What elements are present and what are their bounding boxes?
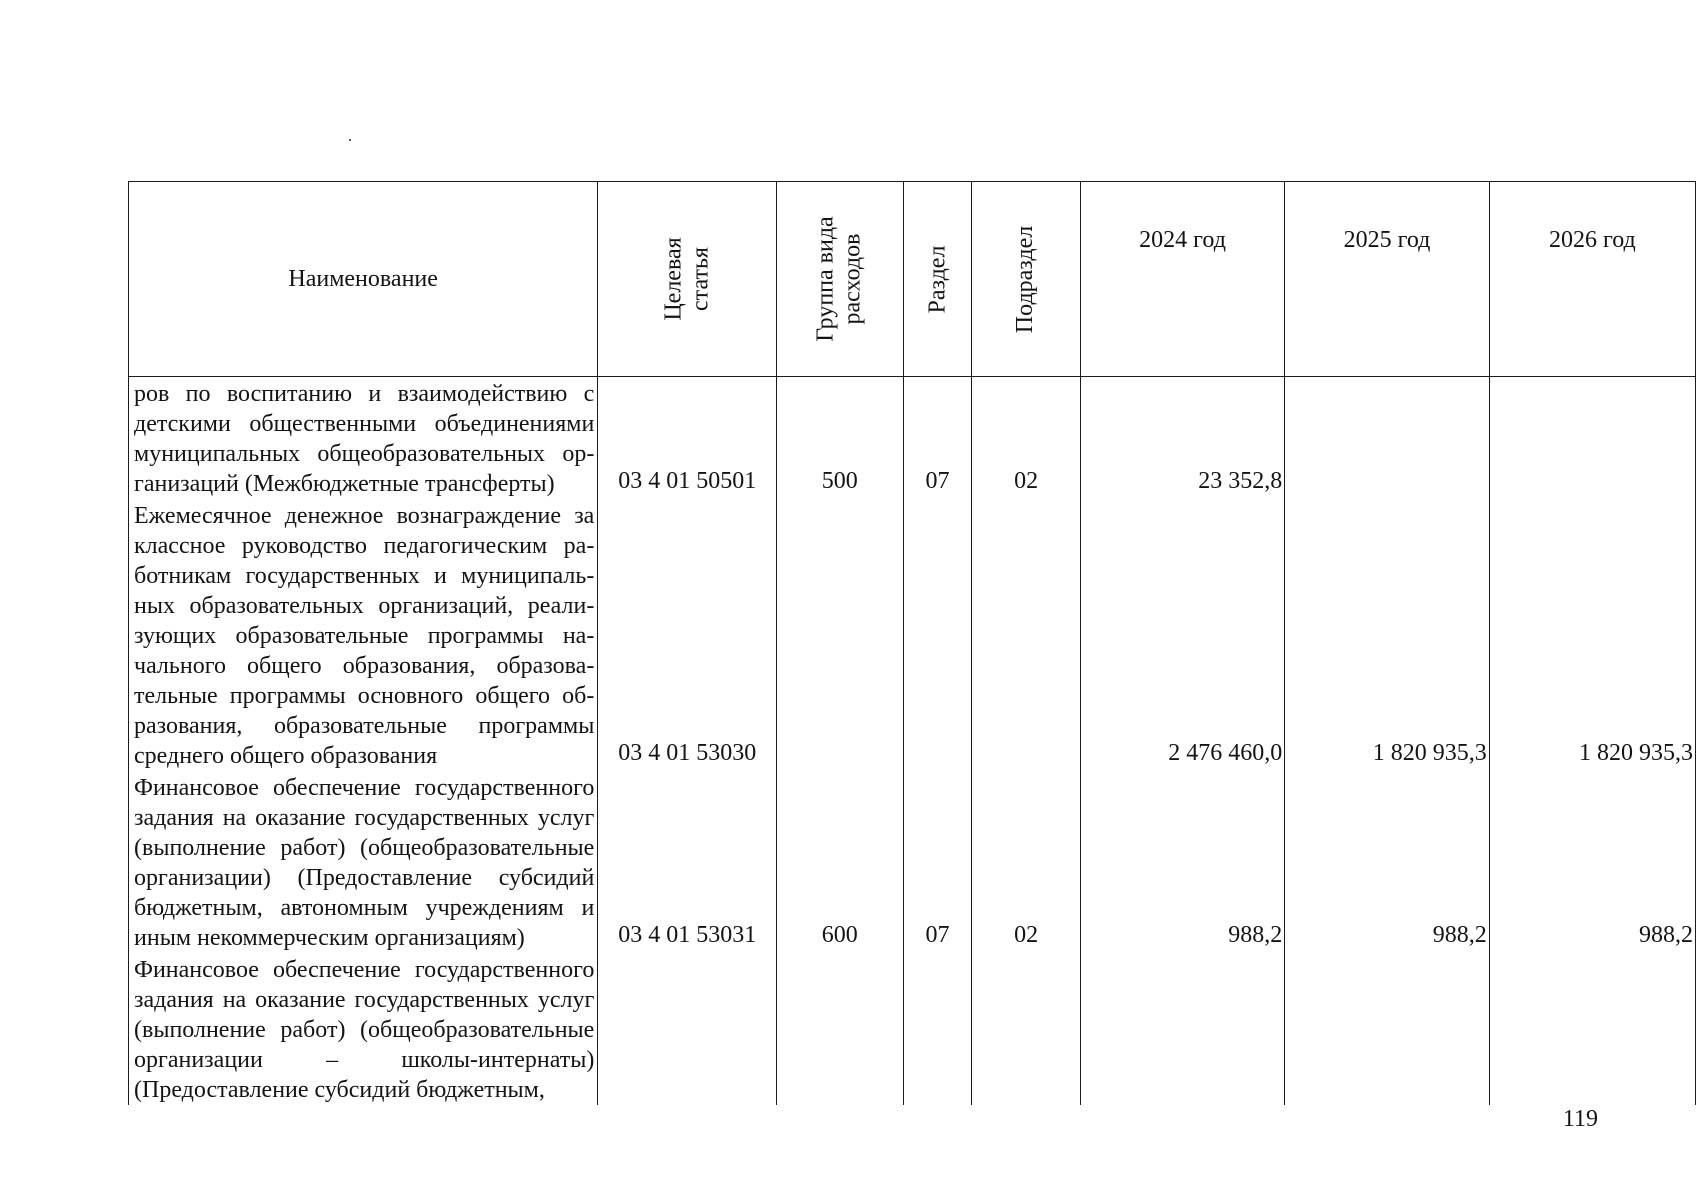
- row-2026: 988,2: [1489, 771, 1695, 953]
- header-2024: 2024 год: [1080, 182, 1284, 377]
- row-target-article: 03 4 01 50501: [598, 377, 777, 500]
- header-row: [129, 182, 1696, 377]
- row-target-article: [598, 953, 777, 1105]
- row-name: Финансовое обеспечение государственного задания на оказание государственных услуг (выполнение работ) (общеобразовательные организации – школы-интернаты) (Предоставление субсидий бюджетным,: [129, 953, 598, 1105]
- header-2026: 2026 год: [1489, 182, 1695, 377]
- row-section: [903, 953, 972, 1105]
- table-row: [129, 499, 1696, 771]
- row-2026: [1489, 377, 1695, 500]
- table-row: [129, 771, 1696, 953]
- table-row: [129, 953, 1696, 1105]
- header-expense-group: Группа вида расходов: [777, 182, 903, 377]
- row-2025: [1285, 377, 1489, 500]
- row-2024: [1080, 953, 1284, 1105]
- budget-table: [128, 181, 1696, 1105]
- header-name: Наименование: [129, 182, 598, 377]
- row-section: 07: [903, 377, 972, 500]
- row-name: ров по воспитанию и взаимодействию с детскими общественными объединениями муниципальных общеобразовательных организаций (Межбюджетные трансферты): [129, 377, 598, 500]
- scan-speck: [349, 139, 351, 141]
- row-2024: 2 476 460,0: [1080, 499, 1284, 771]
- row-name: Ежемесячное денежное вознаграждение за классное руководство педагогическим работникам государственных и муниципальных образовательных организаций, реализующих образовательные программы начального общего образования, образовательные программы основного общего образования, образовательные программы среднего общего образования: [129, 499, 598, 771]
- row-expense-group: [777, 953, 903, 1105]
- row-section: [903, 499, 972, 771]
- header-target-article: Целевая статья: [598, 182, 777, 377]
- row-2025: [1285, 953, 1489, 1105]
- row-2025: 988,2: [1285, 771, 1489, 953]
- row-expense-group: [777, 499, 903, 771]
- header-subsection: Подраздел: [972, 182, 1080, 377]
- row-2024: 23 352,8: [1080, 377, 1284, 500]
- page-number: 119: [1562, 1106, 1598, 1132]
- row-target-article: 03 4 01 53031: [598, 771, 777, 953]
- row-2026: 1 820 935,3: [1489, 499, 1695, 771]
- row-2026: [1489, 953, 1695, 1105]
- table-row: [129, 377, 1696, 500]
- row-expense-group: 500: [777, 377, 903, 500]
- row-name: Финансовое обеспечение государственного задания на оказание государственных услуг (выполнение работ) (общеобразовательные организации) (Предоставление субсидий бюджетным, автономным учреждениям и иным некоммерческим организациям): [129, 771, 598, 953]
- row-2024: 988,2: [1080, 771, 1284, 953]
- row-subsection: 02: [972, 771, 1080, 953]
- row-subsection: 02: [972, 377, 1080, 500]
- header-2025: 2025 год: [1285, 182, 1489, 377]
- row-subsection: [972, 953, 1080, 1105]
- row-section: 07: [903, 771, 972, 953]
- row-expense-group: 600: [777, 771, 903, 953]
- row-2025: 1 820 935,3: [1285, 499, 1489, 771]
- row-subsection: [972, 499, 1080, 771]
- row-target-article: 03 4 01 53030: [598, 499, 777, 771]
- header-section: Раздел: [903, 182, 972, 377]
